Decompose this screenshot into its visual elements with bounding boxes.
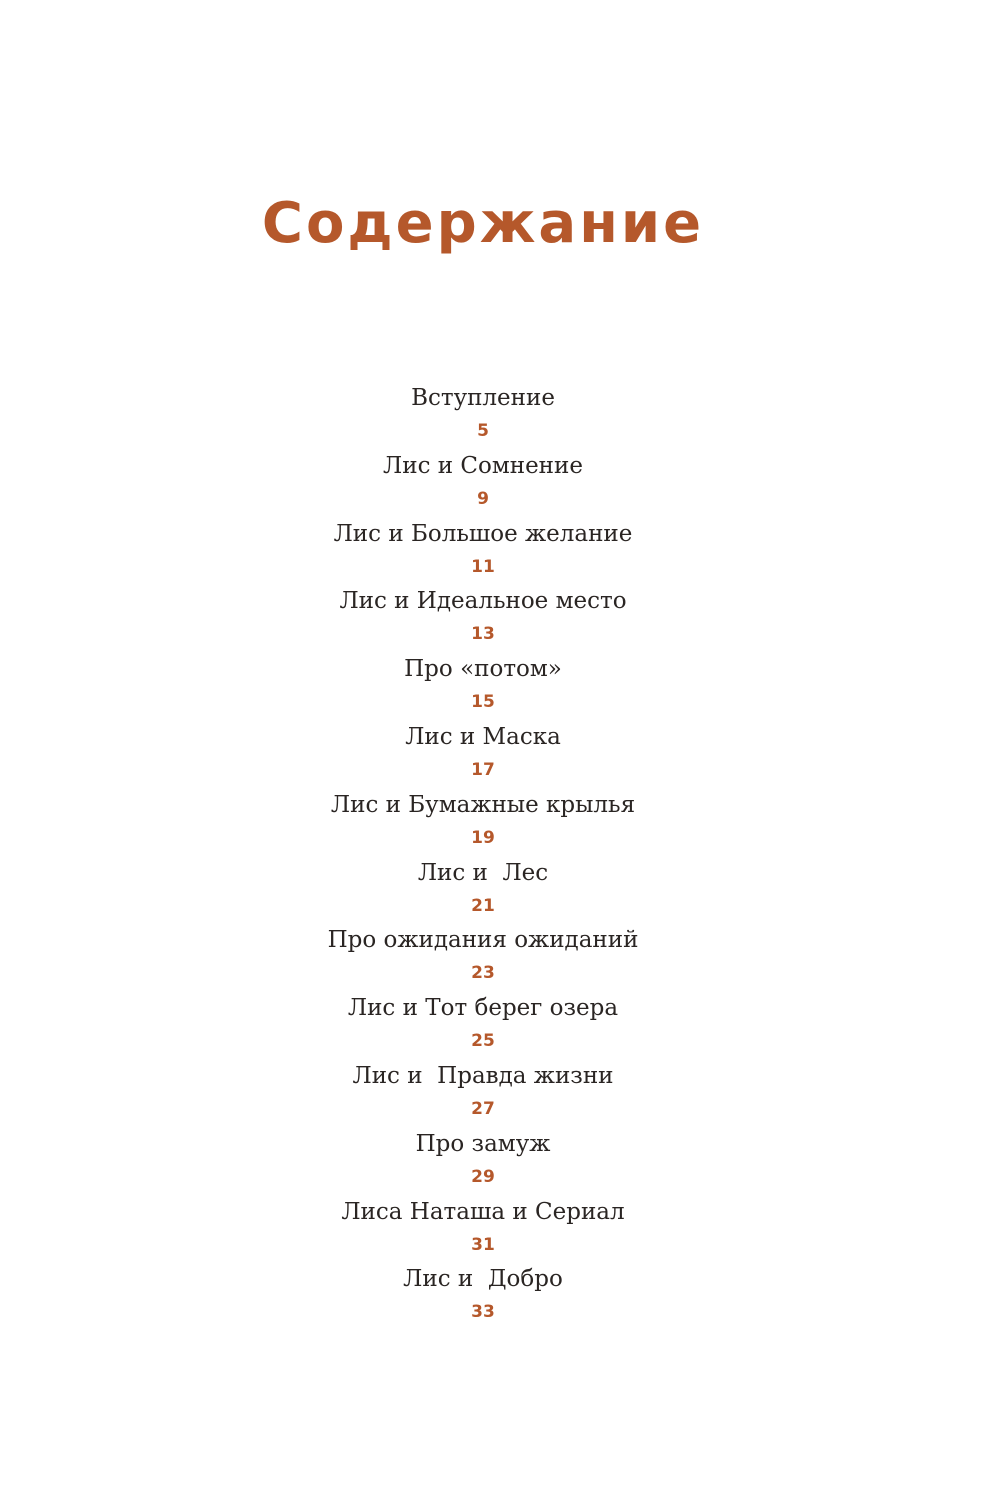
toc-entry	[0, 649, 966, 717]
toc-entry-title: Про «потом»	[404, 656, 562, 683]
toc-entry-page-number: 15	[471, 692, 495, 713]
toc-entry	[0, 853, 966, 921]
toc-entry	[0, 717, 966, 785]
toc-entry	[0, 1259, 966, 1327]
toc-entry-page-number: 31	[471, 1234, 495, 1255]
toc-entry-page-number: 13	[471, 624, 495, 645]
toc-entry-title: Лис и Большое желание	[333, 520, 633, 547]
toc-entry-page-number: 21	[471, 895, 495, 916]
toc-entry	[0, 988, 966, 1056]
toc-entry-page-number: 23	[471, 963, 495, 984]
toc-entry-title: Про замуж	[415, 1130, 551, 1157]
toc-entry-title: Лис и Бумажные крылья	[330, 791, 636, 818]
table-of-contents	[0, 378, 966, 1327]
toc-entry-page-number: 25	[471, 1031, 495, 1052]
toc-entry-title: Про ожидания ожиданий	[327, 927, 639, 954]
toc-entry	[0, 514, 966, 582]
toc-entry-page-number: 29	[471, 1166, 495, 1187]
toc-entry	[0, 785, 966, 853]
page-title: Содержание	[261, 191, 705, 256]
toc-entry-title: Лис и Маска	[405, 723, 561, 750]
toc-entry	[0, 1192, 966, 1260]
toc-entry	[0, 581, 966, 649]
toc-entry-title: Лис и Сомнение	[383, 452, 583, 479]
toc-entry-title: Лис и Тот берег озера	[347, 995, 619, 1022]
toc-entry-page-number: 19	[471, 827, 495, 848]
toc-entry	[0, 378, 966, 446]
toc-entry-title: Лис и Добро	[403, 1266, 563, 1293]
toc-entry	[0, 1124, 966, 1192]
toc-entry-title: Лис и Лес	[417, 859, 549, 886]
toc-entry-title: Лис и Правда жизни	[352, 1062, 614, 1089]
toc-entry	[0, 920, 966, 988]
toc-entry-title: Лис и Идеальное место	[339, 588, 627, 615]
toc-entry-title: Вступление	[411, 385, 555, 411]
toc-entry-page-number: 33	[471, 1302, 495, 1323]
toc-entry-page-number: 27	[471, 1098, 495, 1119]
toc-entry-page-number: 11	[471, 556, 495, 577]
toc-entry-title: Лиса Наташа и Сериал	[341, 1198, 625, 1225]
toc-entry-page-number: 5	[477, 421, 489, 441]
toc-entry-page-number: 9	[477, 488, 489, 509]
toc-entry	[0, 1056, 966, 1124]
toc-entry-page-number: 17	[471, 759, 495, 780]
toc-entry	[0, 446, 966, 514]
